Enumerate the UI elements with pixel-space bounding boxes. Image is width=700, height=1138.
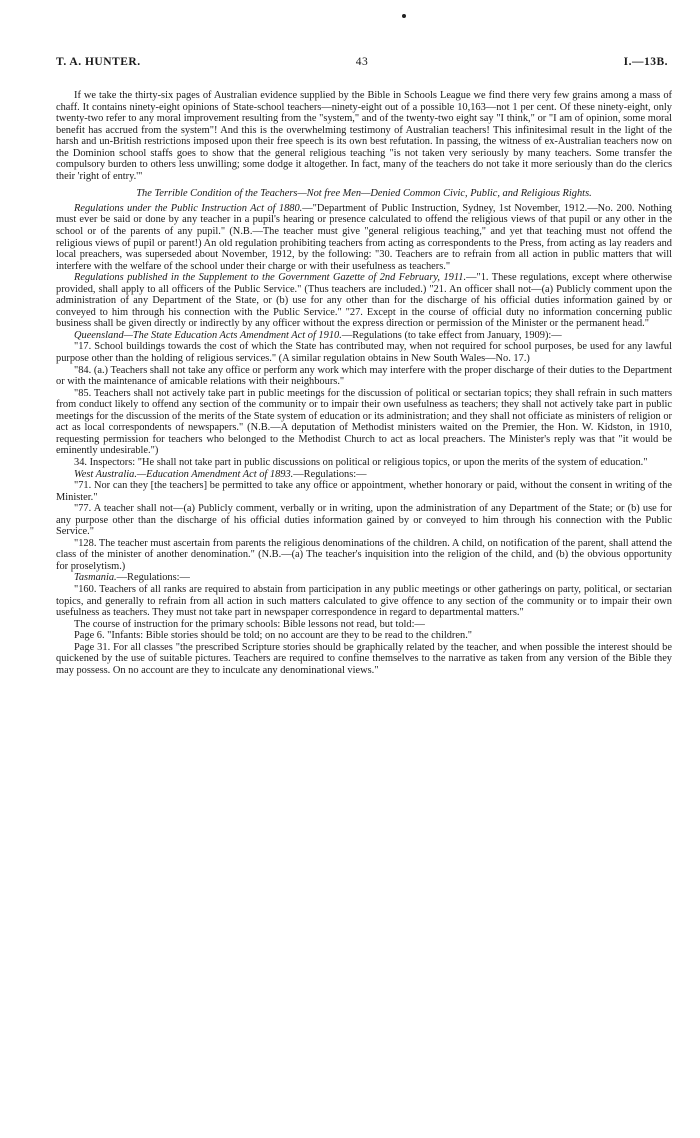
paragraph (56, 572, 672, 584)
paragraph: Page 6. "Infants: Bible stories should be told; on no account are they to be read to the children." (74, 630, 473, 642)
paragraph: "160. Teachers of all ranks are required to abstain from participation in any public meetings or other gatherings on party, political, or sectarian topics, and generally to refrain from all action in such matters calculated to give offence to any section of the community or to impair their own usefulness as teachers. They must not take part in newspaper correspondence in regard to departmental matters." (56, 583, 672, 619)
paragraph-text: —Regulations:— (116, 572, 190, 584)
paragraph-text: —"Department of Public Instruction, Sydney, 1st November, 1912.—No. 200. Nothing must ever be said or done by any teacher in a pupil's hearing or presence calculated to offend the religious views of that pupil or any other in the school or of the parents of any pupil." (N.B.—The teacher must give "general religious teaching," and yet that teaching must not offend the religious views of pupil or parent!) An old regulation prohibiting teachers from acting as correspondents to the Press, from acting as lay readers and local preachers, was superseded about November, 1912, by the following: "30. Teachers are to refrain from all action in public matters that will interfere with the welfare of the school under their charge or with their usefulness as teachers." (56, 202, 672, 272)
paragraph-lead: Tasmania. (74, 572, 117, 584)
paragraph-lead: Regulations published in the Supplement to the Government Gazette of 2nd February, 1911. (74, 272, 467, 284)
paragraph: "128. The teacher must ascertain from parents the religious denominations of the children. A child, on notification of the parent, shall attend the class of the minister of another denomination." (N.B.—(a) The teacher's inquisition into the religion of the child, and (b) the obvious opportunity for proselytism.) (56, 537, 672, 572)
paragraph (56, 203, 672, 272)
paragraph (56, 469, 672, 481)
paragraph: 34. Inspectors: "He shall not take part in public discussions on political or religious topics, or upon the merits of the system of education." (74, 456, 648, 468)
paragraph-text: —"1. These regulations, except where otherwise provided, shall apply to all officers of the Public Service." (Thus teachers are included.) "21. An officer shall not—(a) Publicly comment upon the administration of any Department of the State, or (b) use for any other than for the discharge of his official duties information gained by or conveyed to him through his connection with the Public Service." "27. Except in the course of official duty no information concerning public business shall be given directly or indirectly by any officer without the express direction or permission of the Minister or the permanent head." (56, 272, 672, 330)
paragraph (56, 272, 672, 330)
paragraph-text: —Regulations:— (293, 468, 367, 480)
paragraph: "71. Nor can they [the teachers] be permitted to take any office or appointment, whether honorary or paid, without the consent in writing of the Minister." (56, 480, 672, 503)
intro-paragraph: If we take the thirty-six pages of Australian evidence supplied by the Bible in Schools League we find there very few grains among a mass of chaff. It contains ninety-eight opinions of State-school teachers—ninety-eight out of a possible 10,163—not 1 per cent. Of these ninety-eight, only twenty-two refer to any moral improvement resulting from the "system," and of the twenty-two eight say "I think," or "I am of opinion, some moral benefit has accrued from the system"! And this is the overwhelming testimony of Australian teachers! This infinitesimal result in the light of the harsh and un-British restrictions imposed upon their free speech is its own best refutation. In passing, the witness of ex-Australian teachers now on the Dominion school staffs goes to show that the general religious teaching "is not taken very seriously by many teachers. Some transfer the compulsory burden to others less unwilling; some dodge it altogether. In fact, many of the teachers do not take it more seriously than do the clerics their 'right of entry.'" (56, 90, 672, 182)
paragraph-lead: Regulations under the Public Instruction Act of 1880. (74, 202, 303, 214)
paragraph-lead: Queensland—The State Education Acts Amendment Act of 1910. (74, 329, 342, 341)
paragraph: "84. (a.) Teachers shall not take any office or perform any work which may interfere with the proper discharge of their duties to the Department or with the maintenance of amicable relations with their neighbours." (56, 364, 672, 388)
header-reference: I.—13B. (623, 56, 668, 68)
page-header (56, 56, 668, 72)
paragraph: "85. Teachers shall not actively take part in public meetings for the discussion of political or sectarian topics; they shall refrain in such matters from conduct likely to offend any section of the community or to impair their own usefulness as teachers; they shall not actively take part in public meetings for the discussion of the merits of the State system of education or its administration; and they shall not officiate as ministers of religion or act as local correspondents of newspapers." (N.B.—A deputation of Methodist ministers waited on the Premier, the Hon. W. Kidston, in 1910, requesting permission for teachers who belonged to the Methodist Church to act as local preachers. The Minister's reply was that "it would be eminently undesirable.") (56, 387, 672, 457)
paragraph-lead: West Australia.—Education Amendment Act of 1893. (74, 468, 294, 480)
paragraph (56, 330, 672, 342)
paragraph: "17. School buildings towards the cost of which the State has contributed may, when not required for school purposes, be used for any lawful purpose other than the holding of religious services." (A similar regulation obtains in New South Wales—No. 17.) (56, 341, 672, 365)
document-body (56, 90, 672, 676)
paragraph: The course of instruction for the primary schools: Bible lessons not read, but told:— (74, 618, 425, 630)
ink-dot (402, 14, 406, 18)
header-author: T. A. HUNTER. (56, 56, 141, 68)
paragraph: Page 31. For all classes "the prescribed Scripture stories should be graphically related by the teacher, and when possible the interest should be quickened by the use of suitable pictures. Teachers are required to confine themselves to the narrative as taken from any version of the Bible they may possess. On no account are they to inculcate any denominational views." (56, 641, 672, 676)
paragraph-text: —Regulations (to take effect from January, 1909):— (341, 329, 562, 341)
section-heading: The Terrible Condition of the Teachers—Not free Men—Denied Common Civic, Public, and Religious Rights. (136, 188, 592, 200)
paragraph: "77. A teacher shall not—(a) Publicly comment, verbally or in writing, upon the administration of any Department of the State; or (b) use for any purpose other than the discharge of his official duties information gained by or conveyed to him through his connection with the Public Service." (56, 503, 672, 538)
page-number: 43 (355, 56, 369, 68)
